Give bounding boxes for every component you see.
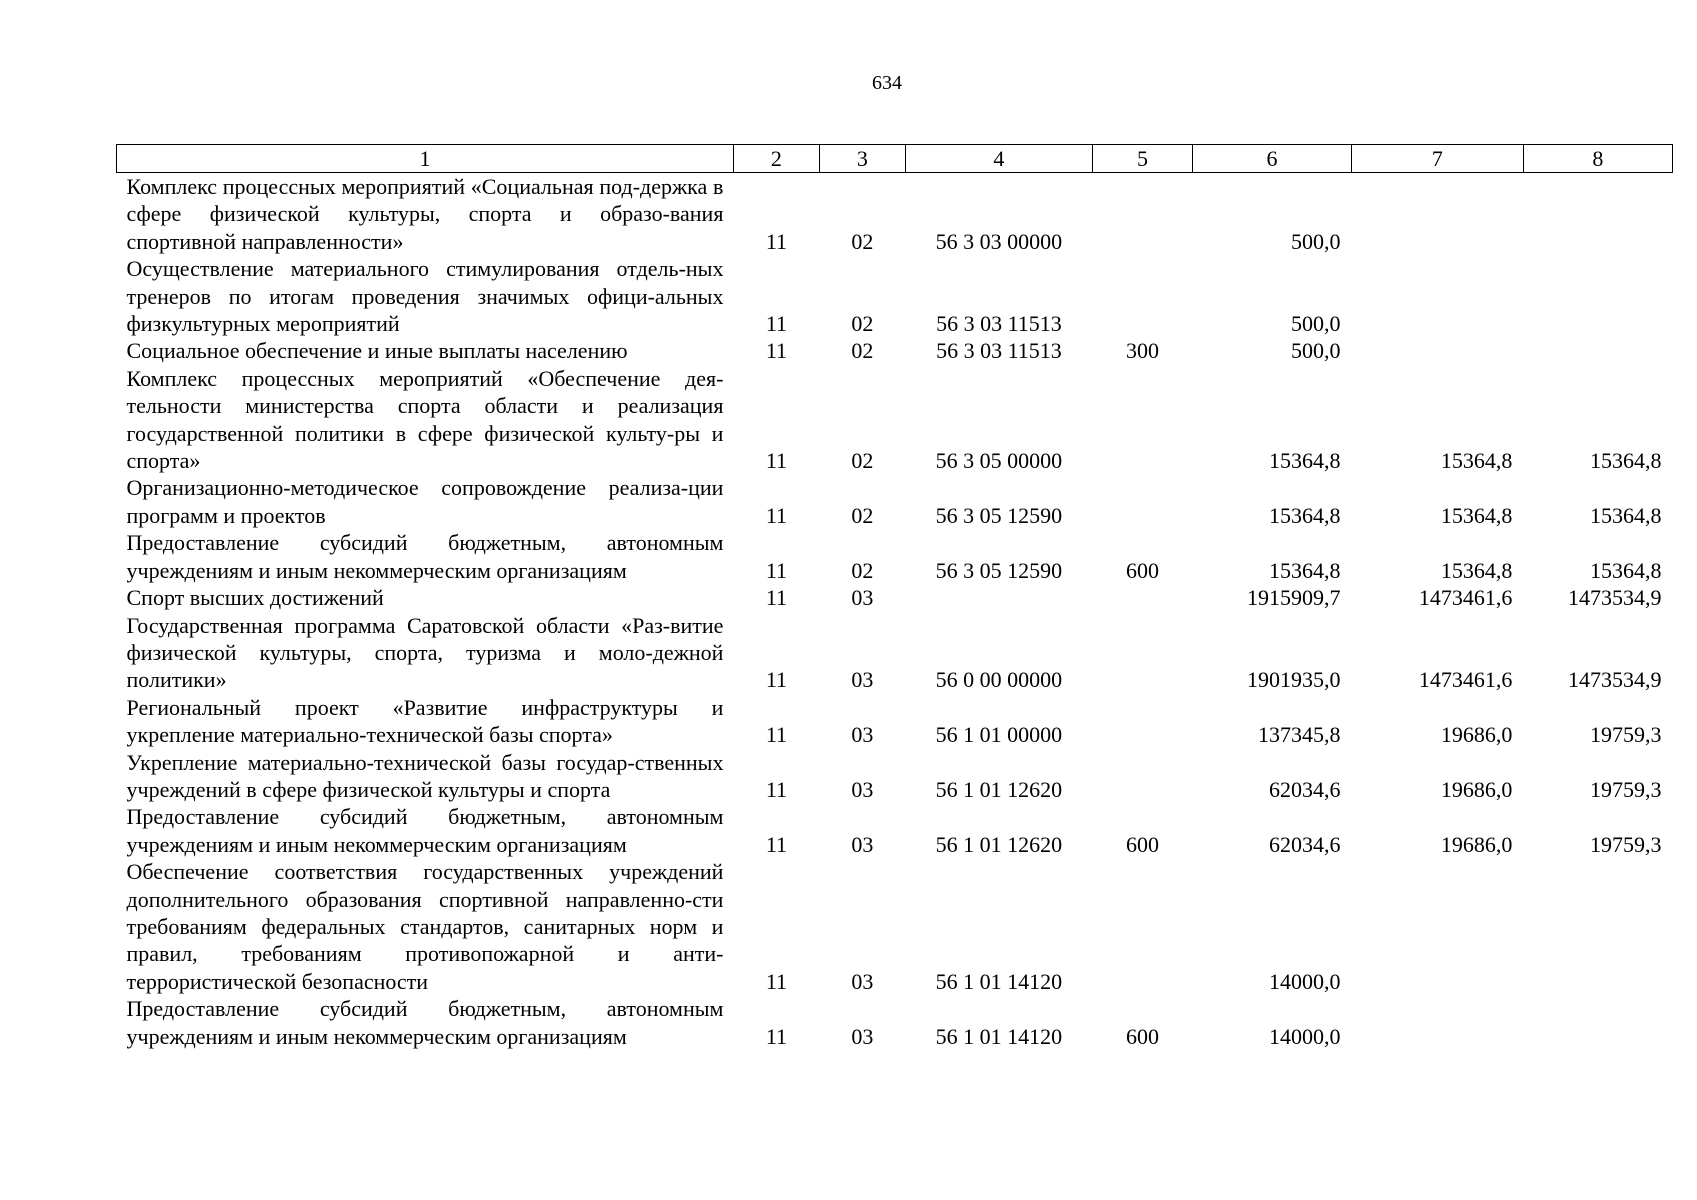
- page-number: 634: [872, 72, 902, 94]
- amount-year1-cell: 15364,8: [1268, 557, 1341, 583]
- expense-group-cell: [1093, 749, 1193, 804]
- subsection-cell: 03: [851, 968, 874, 994]
- section-cell: 11: [765, 831, 788, 857]
- subsection-cell: 02: [851, 557, 874, 583]
- section-cell: 11: [765, 585, 788, 611]
- subsection-cell: 03: [851, 831, 874, 857]
- expense-group-cell: [1093, 365, 1193, 475]
- subsection-cell: 03: [851, 776, 874, 802]
- target-code-cell: 56 3 05 00000: [935, 448, 1063, 474]
- subsection-cell: 02: [851, 448, 874, 474]
- header-col-3: 3: [819, 145, 905, 173]
- amount-year1-cell: 1901935,0: [1246, 667, 1341, 693]
- table-body: [117, 173, 1673, 1051]
- section-cell: 11: [765, 722, 788, 748]
- amount-year1-cell: 15364,8: [1268, 448, 1341, 474]
- amount-year3-cell: 15364,8: [1590, 557, 1662, 583]
- target-code-cell: 56 3 03 11513: [936, 311, 1062, 337]
- amount-year2-cell: 15364,8: [1440, 502, 1513, 528]
- amount-year3-cell: 15364,8: [1590, 448, 1662, 474]
- header-col-6: 6: [1193, 145, 1352, 173]
- expense-group-cell: [1093, 173, 1193, 256]
- section-cell: 11: [765, 968, 788, 994]
- table-row: [117, 995, 1673, 1050]
- table-row: [117, 529, 1673, 584]
- subsection-cell: 02: [851, 502, 874, 528]
- table-row: [117, 474, 1673, 529]
- section-cell: 11: [765, 448, 788, 474]
- subsection-cell: 02: [851, 311, 874, 337]
- header-col-1: 1: [117, 145, 734, 173]
- amount-year3-cell: 19759,3: [1590, 722, 1662, 748]
- amount-year3-cell: 1473534,9: [1568, 667, 1662, 693]
- row-name-cell: Спорт высших достижений: [126, 585, 384, 611]
- amount-year2-cell: [1351, 173, 1523, 256]
- target-code-cell: 56 3 05 12590: [935, 502, 1063, 528]
- amount-year3-cell: [1523, 255, 1672, 337]
- section-cell: 11: [765, 776, 788, 802]
- header-col-4: 4: [905, 145, 1092, 173]
- target-code-cell: 56 3 03 11513: [936, 338, 1062, 364]
- amount-year3-cell: [1523, 858, 1672, 995]
- section-cell: 11: [765, 502, 788, 528]
- row-name-cell: Организационно-методическое сопровождение реализа-ции программ и проектов: [126, 475, 724, 528]
- amount-year2-cell: [1351, 858, 1523, 995]
- row-name-cell: Укрепление материально-технической базы государ-ственных учреждений в сфере физической культуры и спорта: [126, 749, 724, 802]
- table-row: [117, 255, 1673, 337]
- amount-year3-cell: 19759,3: [1590, 831, 1662, 857]
- table-row: [117, 584, 1673, 611]
- expense-group-cell: [1093, 584, 1193, 611]
- target-code-cell: 56 3 05 12590: [935, 557, 1063, 583]
- amount-year3-cell: [1523, 995, 1672, 1050]
- subsection-cell: 02: [851, 228, 874, 254]
- expense-group-cell: 600: [1126, 1023, 1160, 1049]
- amount-year2-cell: [1351, 337, 1523, 364]
- amount-year2-cell: [1351, 995, 1523, 1050]
- expense-group-cell: [1093, 474, 1193, 529]
- expense-group-cell: [1093, 694, 1193, 749]
- target-code-cell: 56 1 01 14120: [935, 1023, 1063, 1049]
- amount-year1-cell: 14000,0: [1268, 968, 1341, 994]
- expense-group-cell: [1093, 612, 1193, 694]
- row-name-cell: Предоставление субсидий бюджетным, автономным учреждениям и иным некоммерческим организациям: [126, 804, 724, 857]
- subsection-cell: 02: [851, 338, 874, 364]
- expense-group-cell: [1093, 858, 1193, 995]
- header-col-2: 2: [733, 145, 819, 173]
- row-name-cell: Обеспечение соответствия государственных учреждений дополнительного образования спортивной направленно-сти требованиям федеральных стандартов, санитарных норм и правил, требованиям противопожарной и анти-террористической безопасности: [126, 859, 724, 994]
- amount-year3-cell: 15364,8: [1590, 502, 1662, 528]
- subsection-cell: 03: [851, 667, 874, 693]
- target-code-cell: [905, 584, 1092, 611]
- amount-year1-cell: 62034,6: [1268, 831, 1341, 857]
- row-name-cell: Социальное обеспечение и иные выплаты населению: [126, 338, 628, 364]
- header-col-8: 8: [1523, 145, 1672, 173]
- amount-year2-cell: 1473461,6: [1418, 667, 1513, 693]
- subsection-cell: 03: [851, 585, 874, 611]
- amount-year2-cell: 19686,0: [1440, 722, 1513, 748]
- table-row: [117, 337, 1673, 364]
- header-col-5: 5: [1093, 145, 1193, 173]
- expense-group-cell: 600: [1126, 557, 1160, 583]
- expense-group-cell: [1093, 255, 1193, 337]
- amount-year2-cell: 19686,0: [1440, 831, 1513, 857]
- amount-year3-cell: [1523, 173, 1672, 256]
- target-code-cell: 56 1 01 14120: [935, 968, 1063, 994]
- target-code-cell: 56 0 00 00000: [935, 667, 1063, 693]
- table-row: [117, 365, 1673, 475]
- amount-year1-cell: 62034,6: [1268, 776, 1341, 802]
- section-cell: 11: [765, 338, 788, 364]
- row-name-cell: Региональный проект «Развитие инфраструктуры и укрепление материально-технической базы спорта»: [126, 694, 724, 748]
- amount-year1-cell: 500,0: [1290, 228, 1341, 254]
- header-col-7: 7: [1351, 145, 1523, 173]
- section-cell: 11: [765, 311, 788, 337]
- section-cell: 11: [765, 667, 788, 693]
- target-code-cell: 56 3 03 00000: [935, 228, 1063, 254]
- row-name-cell: Осуществление материального стимулирования отдель-ных тренеров по итогам проведения значимых офици-альных физкультурных мероприятий: [126, 256, 724, 337]
- expense-group-cell: 300: [1126, 338, 1160, 364]
- amount-year1-cell: 137345,8: [1257, 722, 1341, 748]
- subsection-cell: 03: [851, 1023, 874, 1049]
- amount-year1-cell: 500,0: [1290, 338, 1341, 364]
- amount-year3-cell: [1523, 337, 1672, 364]
- amount-year2-cell: 1473461,6: [1418, 585, 1513, 611]
- row-name-cell: Комплекс процессных мероприятий «Социальная под-держка в сфере физической культуры, спорта и образо-вания спортивной направленности»: [126, 174, 724, 254]
- section-cell: 11: [765, 557, 788, 583]
- target-code-cell: 56 1 01 00000: [935, 722, 1063, 748]
- amount-year1-cell: 500,0: [1290, 311, 1341, 337]
- header-row: [117, 145, 1673, 173]
- amount-year2-cell: [1351, 255, 1523, 337]
- target-code-cell: 56 1 01 12620: [935, 776, 1063, 802]
- row-name-cell: Государственная программа Саратовской области «Раз-витие физической культуры, спорта, туризма и моло-дежной политики»: [126, 612, 724, 693]
- amount-year1-cell: 1915909,7: [1246, 585, 1341, 611]
- amount-year2-cell: 15364,8: [1440, 557, 1513, 583]
- row-name-cell: Предоставление субсидий бюджетным, автономным учреждениям и иным некоммерческим организациям: [126, 996, 724, 1049]
- subsection-cell: 03: [851, 722, 874, 748]
- expense-group-cell: 600: [1126, 831, 1160, 857]
- budget-table: [116, 144, 1673, 1050]
- amount-year2-cell: 19686,0: [1440, 776, 1513, 802]
- amount-year2-cell: 15364,8: [1440, 448, 1513, 474]
- table-row: [117, 858, 1673, 995]
- amount-year3-cell: 19759,3: [1590, 776, 1662, 802]
- section-cell: 11: [765, 228, 788, 254]
- amount-year1-cell: 14000,0: [1268, 1023, 1341, 1049]
- row-name-cell: Предоставление субсидий бюджетным, автономным учреждениям и иным некоммерческим организациям: [126, 530, 724, 583]
- table-row: [117, 612, 1673, 694]
- table-row: [117, 749, 1673, 804]
- table-row: [117, 694, 1673, 749]
- section-cell: 11: [765, 1023, 788, 1049]
- amount-year1-cell: 15364,8: [1268, 502, 1341, 528]
- table-row: [117, 803, 1673, 858]
- amount-year3-cell: 1473534,9: [1568, 585, 1662, 611]
- row-name-cell: Комплекс процессных мероприятий «Обеспечение дея-тельности министерства спорта области и реализация государственной политики в сфере физической культу-ры и спорта»: [126, 365, 724, 474]
- table-header: [117, 145, 1673, 173]
- target-code-cell: 56 1 01 12620: [935, 831, 1063, 857]
- table-row: [117, 173, 1673, 256]
